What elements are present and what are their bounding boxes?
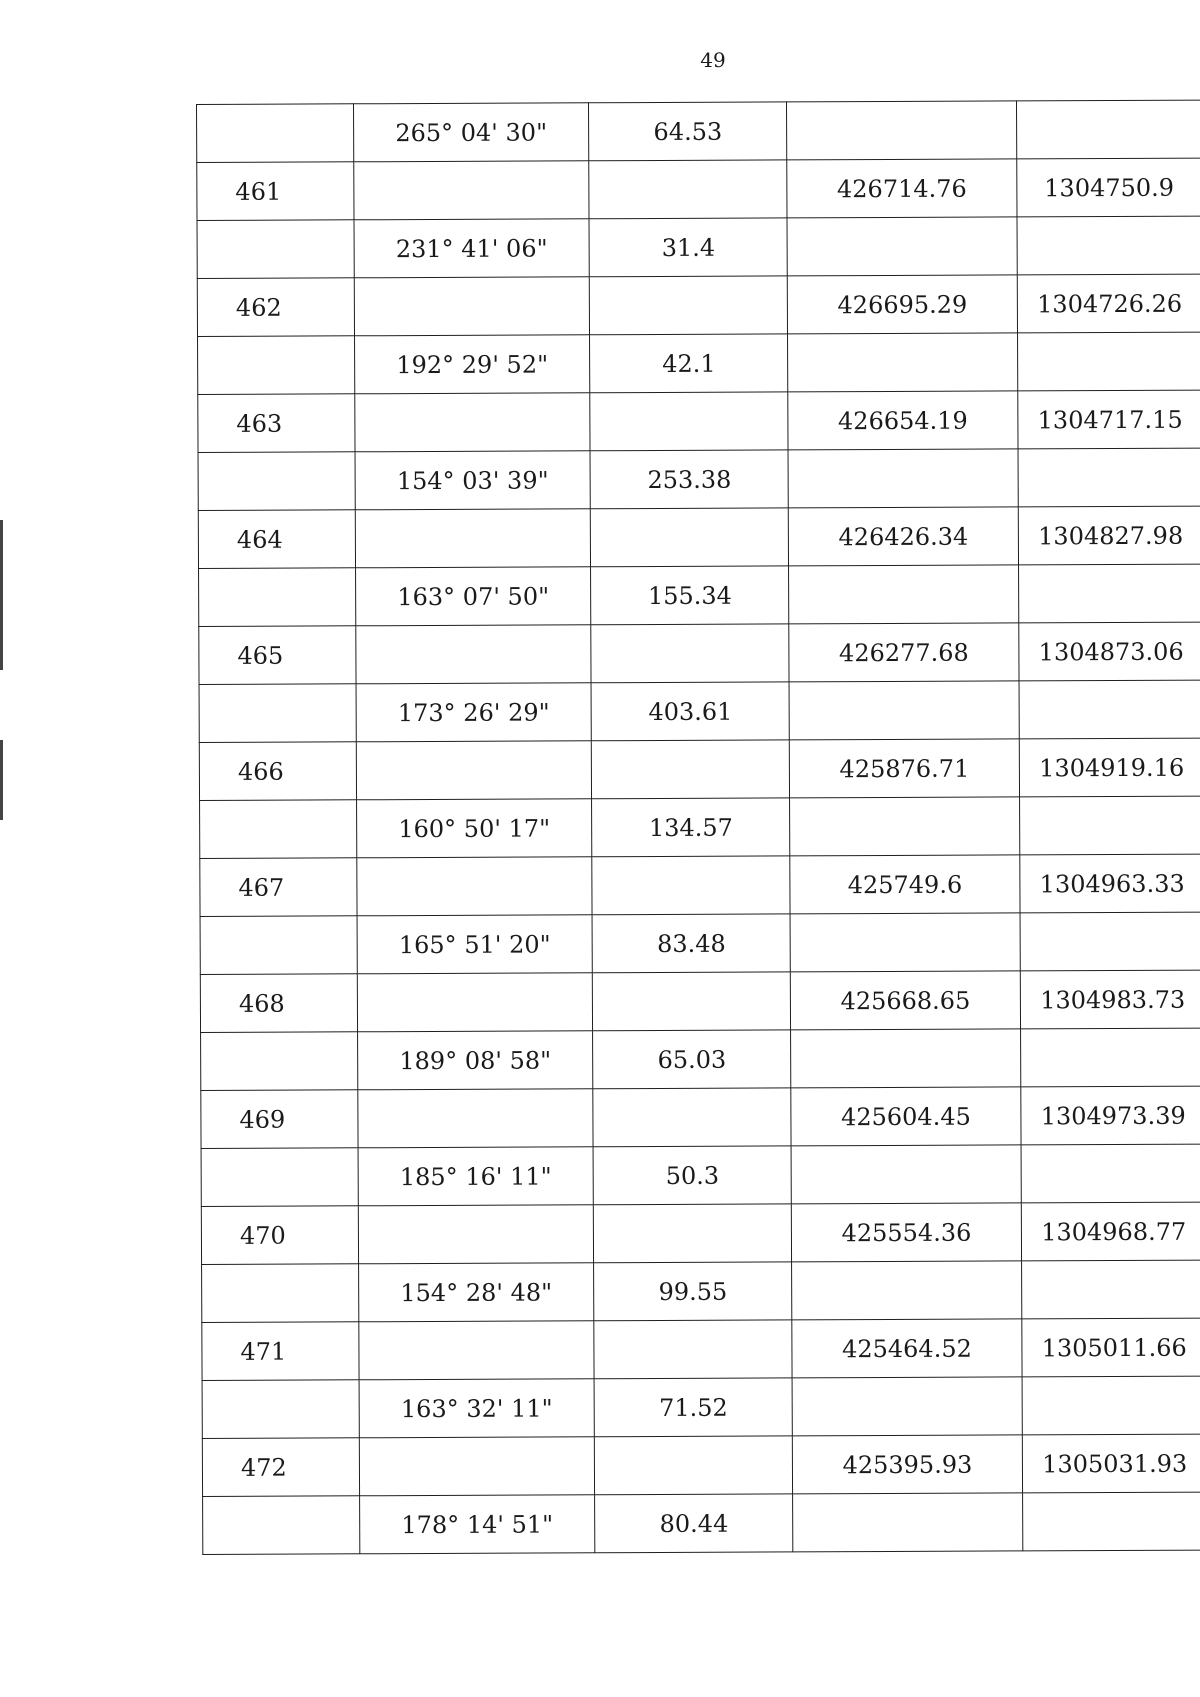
easting-cell: 1304983.73 (1020, 970, 1200, 1029)
easting-cell: 1304973.39 (1020, 1086, 1200, 1145)
northing-cell: 425876.71 (790, 739, 1019, 798)
northing-cell (793, 1377, 1022, 1436)
easting-cell (1018, 564, 1200, 623)
table-row (200, 796, 1200, 858)
station-cell (198, 336, 355, 395)
table-row (202, 1260, 1200, 1322)
station-cell (198, 452, 355, 511)
table-body (197, 100, 1200, 1554)
distance-cell: 80.44 (595, 1494, 794, 1553)
station-cell (200, 916, 357, 975)
scan-edge-mark-top (0, 520, 3, 670)
northing-cell (792, 1261, 1021, 1320)
easting-cell (1022, 1376, 1200, 1435)
table-row (203, 1492, 1200, 1554)
distance-cell: 134.57 (592, 798, 791, 857)
easting-cell (1016, 100, 1200, 159)
bearing-cell (358, 1089, 593, 1148)
bearing-cell: 163° 07' 50" (356, 567, 591, 626)
distance-cell: 50.3 (593, 1146, 792, 1205)
bearing-cell: 163° 32' 11" (359, 1379, 594, 1438)
bearing-cell: 160° 50' 17" (357, 799, 592, 858)
table-row (202, 1376, 1200, 1438)
northing-cell: 425604.45 (791, 1087, 1020, 1146)
northing-cell (792, 1145, 1021, 1204)
distance-cell: 253.38 (590, 450, 789, 509)
station-cell: 467 (200, 858, 357, 917)
easting-cell (1020, 912, 1200, 971)
northing-cell: 425668.65 (791, 971, 1020, 1030)
table-row (200, 970, 1200, 1032)
distance-cell (593, 1204, 792, 1263)
bearing-cell (358, 1205, 593, 1264)
northing-cell: 426277.68 (789, 623, 1018, 682)
northing-cell: 426426.34 (789, 507, 1018, 566)
northing-cell (787, 217, 1016, 276)
distance-cell (594, 1320, 793, 1379)
station-cell (201, 1032, 358, 1091)
easting-cell (1021, 1260, 1200, 1319)
easting-cell (1017, 332, 1200, 391)
station-cell (200, 800, 357, 859)
table-row (199, 622, 1200, 684)
table-row (197, 274, 1200, 336)
station-cell (199, 568, 356, 627)
easting-cell: 1304963.33 (1019, 854, 1200, 913)
distance-cell: 99.55 (594, 1262, 793, 1321)
bearing-cell (355, 509, 590, 568)
distance-cell (590, 392, 789, 451)
table-row (197, 100, 1200, 162)
table-row (198, 332, 1200, 394)
northing-cell: 425554.36 (792, 1203, 1021, 1262)
northing-cell: 425464.52 (792, 1319, 1021, 1378)
easting-cell: 1304873.06 (1018, 622, 1200, 681)
distance-cell (590, 508, 789, 567)
easting-cell (1019, 680, 1200, 739)
northing-cell (791, 1029, 1020, 1088)
table-row (198, 390, 1200, 452)
station-cell: 472 (202, 1438, 359, 1497)
northing-cell (790, 681, 1019, 740)
bearing-cell: 231° 41' 06" (354, 219, 589, 278)
station-cell: 461 (197, 162, 354, 221)
bearing-cell (357, 973, 592, 1032)
northing-cell (788, 333, 1017, 392)
northing-cell (789, 565, 1018, 624)
northing-cell (790, 797, 1019, 856)
station-cell: 464 (198, 510, 355, 569)
bearing-cell: 192° 29' 52" (355, 335, 590, 394)
bearing-cell: 185° 16' 11" (358, 1147, 593, 1206)
bearing-cell (359, 1321, 594, 1380)
station-cell: 471 (202, 1322, 359, 1381)
table-row (197, 216, 1200, 278)
station-cell: 462 (197, 278, 354, 337)
station-cell (202, 1264, 359, 1323)
northing-cell: 426654.19 (788, 391, 1017, 450)
station-cell (202, 1380, 359, 1439)
easting-cell: 1304717.15 (1017, 390, 1200, 449)
table-row (199, 680, 1200, 742)
station-cell: 463 (198, 394, 355, 453)
table-row (201, 1028, 1200, 1090)
bearing-cell: 165° 51' 20" (357, 915, 592, 974)
bearing-cell: 154° 03' 39" (355, 451, 590, 510)
table-row (202, 1318, 1200, 1380)
survey-coordinates-table (196, 100, 1200, 1555)
bearing-cell: 189° 08' 58" (358, 1031, 593, 1090)
northing-cell (791, 913, 1020, 972)
bearing-cell (359, 1437, 594, 1496)
station-cell: 469 (201, 1090, 358, 1149)
table-row (199, 738, 1200, 800)
northing-cell: 426714.76 (787, 159, 1016, 218)
station-cell (201, 1148, 358, 1207)
distance-cell: 64.53 (589, 102, 788, 161)
distance-cell (593, 1088, 792, 1147)
station-cell (197, 104, 354, 163)
easting-cell (1020, 1028, 1200, 1087)
northing-cell: 425749.6 (790, 855, 1019, 914)
easting-cell (1019, 796, 1200, 855)
bearing-cell (356, 741, 591, 800)
distance-cell: 155.34 (591, 566, 790, 625)
bearing-cell: 154° 28' 48" (359, 1263, 594, 1322)
easting-cell (1022, 1492, 1200, 1551)
table-row (201, 1202, 1200, 1264)
table-row (197, 158, 1200, 220)
bearing-cell (354, 277, 589, 336)
distance-cell (592, 972, 791, 1031)
distance-cell (589, 160, 788, 219)
northing-cell (793, 1493, 1022, 1552)
station-cell (197, 220, 354, 279)
easting-cell: 1304968.77 (1021, 1202, 1200, 1261)
station-cell: 466 (199, 742, 356, 801)
table-row (200, 912, 1200, 974)
distance-cell (592, 856, 791, 915)
easting-cell: 1305031.93 (1022, 1434, 1200, 1493)
station-cell: 468 (200, 974, 357, 1033)
distance-cell: 65.03 (593, 1030, 792, 1089)
northing-cell: 426695.29 (788, 275, 1017, 334)
bearing-cell (354, 161, 589, 220)
easting-cell: 1304750.9 (1016, 158, 1200, 217)
table-row (198, 448, 1200, 510)
distance-cell (589, 276, 788, 335)
station-cell: 465 (199, 626, 356, 685)
bearing-cell (355, 393, 590, 452)
table-row (198, 506, 1200, 568)
easting-cell (1017, 216, 1200, 275)
station-cell: 470 (201, 1206, 358, 1265)
distance-cell: 83.48 (592, 914, 791, 973)
station-cell (203, 1496, 360, 1555)
table-row (201, 1144, 1200, 1206)
bearing-cell (356, 625, 591, 684)
table-row (201, 1086, 1200, 1148)
distance-cell: 403.61 (591, 682, 790, 741)
northing-cell: 425395.93 (793, 1435, 1022, 1494)
table-row (202, 1434, 1200, 1496)
bearing-cell: 265° 04' 30" (354, 103, 589, 162)
distance-cell (591, 624, 790, 683)
bearing-cell: 173° 26' 29" (356, 683, 591, 742)
table-row (200, 854, 1200, 916)
northing-cell (787, 101, 1016, 160)
distance-cell (594, 1436, 793, 1495)
station-cell (199, 684, 356, 743)
distance-cell: 31.4 (589, 218, 788, 277)
table-row (199, 564, 1200, 626)
bearing-cell: 178° 14' 51" (360, 1495, 595, 1554)
scan-edge-mark-bottom (0, 740, 3, 820)
easting-cell (1018, 448, 1200, 507)
easting-cell: 1305011.66 (1021, 1318, 1200, 1377)
easting-cell: 1304726.26 (1017, 274, 1200, 333)
bearing-cell (357, 857, 592, 916)
page-number: 49 (700, 48, 726, 72)
distance-cell (591, 740, 790, 799)
easting-cell: 1304827.98 (1018, 506, 1200, 565)
distance-cell: 42.1 (590, 334, 789, 393)
easting-cell: 1304919.16 (1019, 738, 1200, 797)
distance-cell: 71.52 (594, 1378, 793, 1437)
easting-cell (1021, 1144, 1200, 1203)
northing-cell (788, 449, 1017, 508)
